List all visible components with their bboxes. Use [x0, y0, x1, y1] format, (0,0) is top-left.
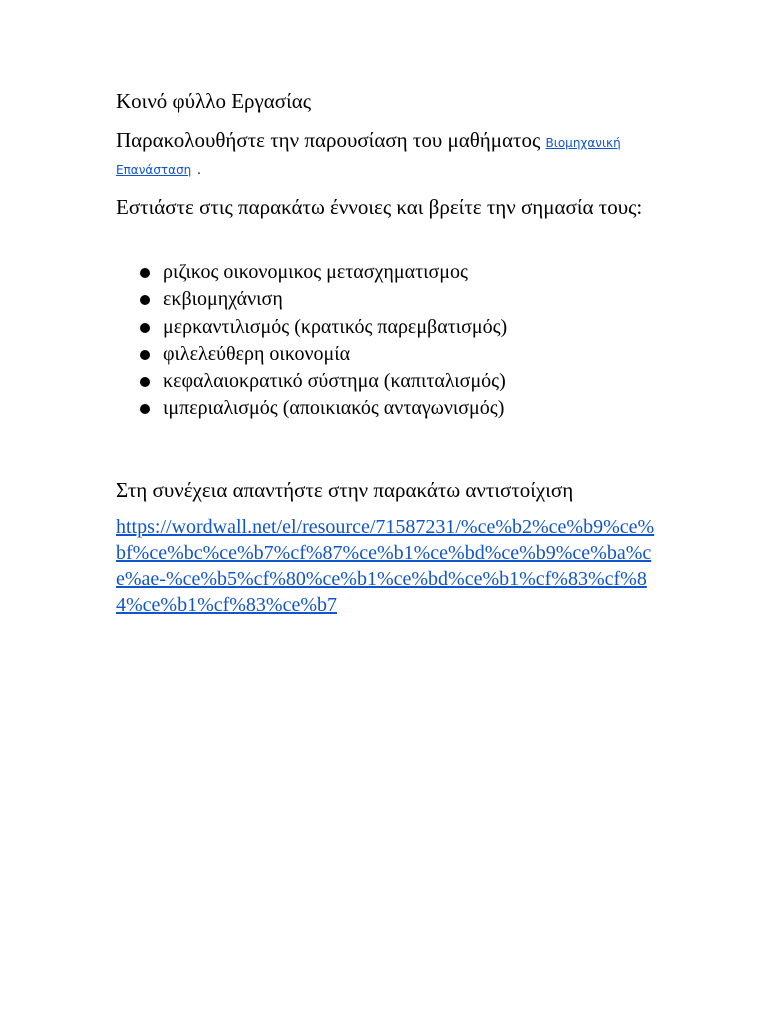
presentation-link-part2[interactable]: Επανάσταση: [116, 163, 192, 177]
bullet-icon: [140, 377, 150, 387]
bullet-icon: [140, 268, 150, 278]
next-instruction: Στη συνέχεια απαντήστε στην παρακάτω αντιστοίχιση: [116, 478, 574, 502]
bullet-icon: [140, 323, 150, 333]
matching-exercise-link[interactable]: https://wordwall.net/el/resource/71587231/%ce%b2%ce%b9%ce%bf%ce%bc%ce%b7%cf%87%ce%b1%ce%bd%ce%b9%ce%ba%ce%ae-%ce%b5%cf%80%ce%b1%ce%bd%ce%b1%cf%83%cf%84%ce%b1%cf%83%ce%b7: [116, 516, 655, 616]
worksheet-title: Κοινό φύλλο Εργασίας: [116, 89, 312, 113]
list-item: [116, 395, 507, 422]
list-item: [116, 259, 507, 286]
list-item: [116, 286, 507, 313]
concept-text: μερκαντιλισμός (κρατικός παρεμβατισμός): [163, 315, 508, 338]
focus-paragraph: Εστιάστε στις παρακάτω έννοιες και βρείτε την σημασία τους:: [116, 195, 643, 219]
list-item: [116, 341, 507, 368]
concept-text: ιμπεριαλισμός (αποικιακός ανταγωνισμός): [163, 397, 505, 420]
bullet-icon: [140, 350, 150, 360]
list-item: [116, 368, 507, 395]
list-item: [116, 314, 507, 341]
intro-paragraph: [116, 125, 676, 158]
concept-text: φιλελεύθερη οικονομία: [163, 342, 351, 365]
concept-text: εκβιομηχάνιση: [163, 288, 283, 311]
intro-paragraph-line2: [116, 160, 201, 181]
matching-link-container: [116, 514, 656, 618]
intro-text: Παρακολουθήστε την παρουσίαση του μαθήματος: [116, 128, 541, 152]
presentation-link-part1[interactable]: Βιομηχανική: [545, 136, 621, 150]
bullet-icon: [140, 295, 150, 305]
intro-period: .: [197, 163, 201, 178]
concepts-list: [116, 259, 507, 423]
concept-text: ριζικος οικονομικος μετασχηματισμος: [163, 261, 468, 283]
bullet-icon: [140, 404, 150, 414]
concept-text: κεφαλαιοκρατικό σύστημα (καπιταλισμός): [163, 370, 506, 393]
